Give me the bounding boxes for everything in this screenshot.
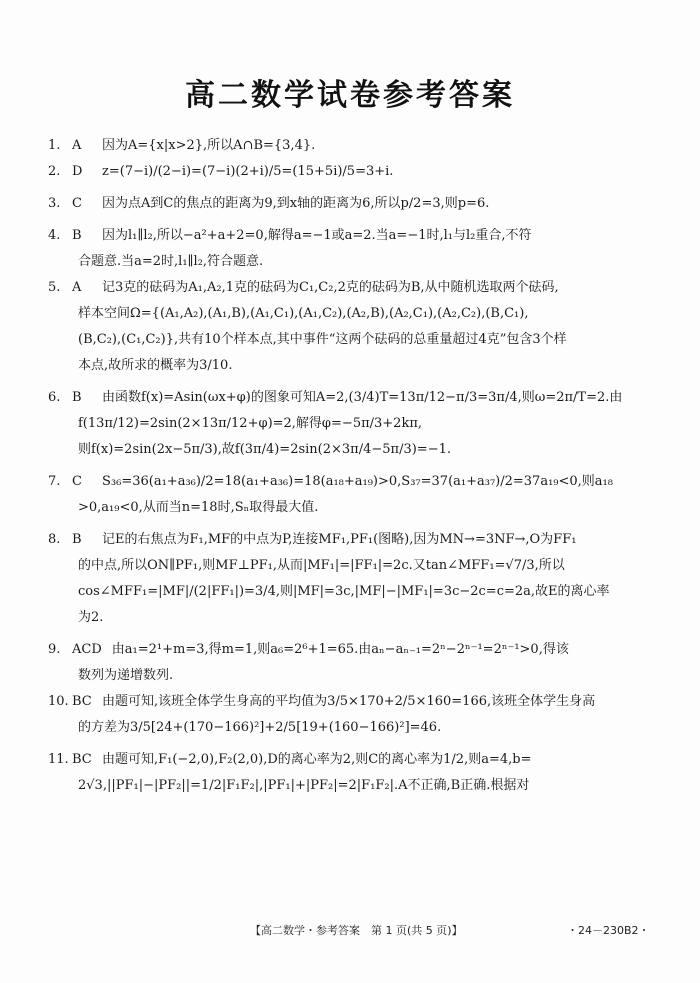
answer-item — [48, 159, 660, 185]
explanation-line: 本点,故所求的概率为3/10. — [78, 358, 233, 373]
answer-choice: BC — [72, 752, 92, 767]
answer-item — [48, 689, 660, 741]
answer-item — [48, 527, 660, 631]
answer-list — [48, 133, 660, 799]
answer-choice: C — [72, 474, 82, 489]
explanation-line: 2√3,||PF₁|−|PF₂||=1/2|F₁F₂|,|PF₁|+|PF₂|=2|F₁F₂|.A不正确,B正确.根据对 — [78, 778, 530, 793]
explanation-line: 记3克的砝码为A₁,A₂,1克的砝码为C₁,C₂,2克的砝码为B,从中随机选取两个砝码, — [102, 280, 559, 295]
answer-item — [48, 637, 660, 689]
answer-choice: B — [72, 390, 82, 405]
question-number: 6. — [48, 390, 61, 405]
question-number: 8. — [48, 532, 61, 547]
explanation-line: 记E的右焦点为F₁,MF的中点为P,连接MF₁,PF₁(图略),因为MN→=3NF→,O为FF₁ — [102, 532, 577, 547]
question-number: 11. — [48, 752, 69, 767]
explanation-line: 因为A={x|x>2},所以A∩B={3,4}. — [102, 138, 316, 153]
explanation-line: 则f(x)=2sin(2x−5π/3),故f(3π/4)=2sin(2×3π/4−5π/3)=−1. — [78, 442, 451, 457]
answer-choice: D — [72, 164, 83, 179]
answer-choice: B — [72, 532, 82, 547]
answer-item — [48, 469, 660, 521]
answer-item — [48, 385, 660, 463]
explanation-line: cos∠MFF₁=|MF|/(2|FF₁|)=3/4,则|MF|=3c,|MF|−|MF₁|=3c−2c=c=2a,故E的离心率 — [78, 584, 610, 599]
explanation-line: z=(7−i)/(2−i)=(7−i)(2+i)/5=(15+5i)/5=3+i. — [102, 164, 394, 179]
question-number: 3. — [48, 196, 61, 211]
footer-code: ・24－230B2・ — [567, 924, 650, 937]
explanation-line: 因为点A到C的焦点的距离为9,到x轴的距离为6,所以p/2=3,则p=6. — [102, 196, 490, 211]
explanation-line: 由题可知,该班全体学生身高的平均值为3/5×170+2/5×160=166,该班全体学生身高 — [102, 694, 596, 709]
answer-choice: A — [72, 280, 82, 295]
question-number: 10. — [48, 694, 69, 709]
footer-page-info: 【高二数学・参考答案 第 1 页(共 5 页)】 — [250, 924, 463, 937]
answer-choice: A — [72, 138, 82, 153]
explanation-line: 样本空间Ω={(A₁,A₂),(A₁,B),(A₁,C₁),(A₁,C₂),(A₂,B),(A₂,C₁),(A₂,C₂),(B,C₁), — [78, 306, 529, 321]
question-number: 7. — [48, 474, 61, 489]
explanation-line: 由a₁=2¹+m=3,得m=1,则a₆=2⁶+1=65.由aₙ−aₙ₋₁=2ⁿ−2ⁿ⁻¹=2ⁿ⁻¹>0,得该 — [111, 642, 569, 657]
explanation-line: 因为l₁∥l₂,所以−a²+a+2=0,解得a=−1或a=2.当a=−1时,l₁与l₂重合,不符 — [102, 228, 532, 243]
answer-item — [48, 133, 660, 159]
explanation-line: 的方差为3/5[24+(170−166)²]+2/5[19+(160−166)²]=46. — [78, 720, 442, 735]
question-number: 5. — [48, 280, 61, 295]
explanation-line: 合题意.当a=2时,l₁∥l₂,符合题意. — [78, 254, 264, 269]
answer-item — [48, 747, 660, 799]
question-number: 1. — [48, 138, 61, 153]
answer-item — [48, 275, 660, 379]
explanation-line: 为2. — [78, 610, 104, 625]
answer-choice: B — [72, 228, 82, 243]
answer-item — [48, 191, 660, 217]
explanation-line: 数列为递增数列. — [78, 668, 174, 683]
explanation-line: S₃₆=36(a₁+a₃₆)/2=18(a₁+a₃₆)=18(a₁₈+a₁₉)>0,S₃₇=37(a₁+a₃₇)/2=37a₁₉<0,则a₁₈ — [102, 474, 613, 489]
explanation-line: (B,C₂),(C₁,C₂)},共有10个样本点,其中事件“这两个砝码的总重量超过4克”包含3个样 — [78, 332, 567, 347]
explanation-line: 的中点,所以ON∥PF₁,则MF⊥PF₁,从而|MF₁|=|FF₁|=2c.又tan∠MFF₁=√7/3,所以 — [78, 558, 565, 573]
question-number: 4. — [48, 228, 61, 243]
answer-choice: BC — [72, 694, 92, 709]
question-number: 9. — [48, 642, 61, 657]
explanation-line: f(13π/12)=2sin(2×13π/12+φ)=2,解得φ=−5π/3+2kπ, — [78, 416, 423, 431]
explanation-line: >0,a₁₉<0,从而当n=18时,Sₙ取得最大值. — [78, 500, 319, 515]
answer-choice: ACD — [72, 642, 102, 657]
question-number: 2. — [48, 164, 61, 179]
answer-choice: C — [72, 196, 82, 211]
answer-item — [48, 223, 660, 275]
explanation-line: 由函数f(x)=Asin(ωx+φ)的图象可知A=2,(3/4)T=13π/12−π/3=3π/4,则ω=2π/T=2.由 — [102, 390, 623, 405]
page-title: 高二数学试卷参考答案 — [185, 78, 515, 113]
explanation-line: 由题可知,F₁(−2,0),F₂(2,0),D的离心率为2,则C的离心率为1/2,则a=4,b= — [102, 752, 532, 767]
